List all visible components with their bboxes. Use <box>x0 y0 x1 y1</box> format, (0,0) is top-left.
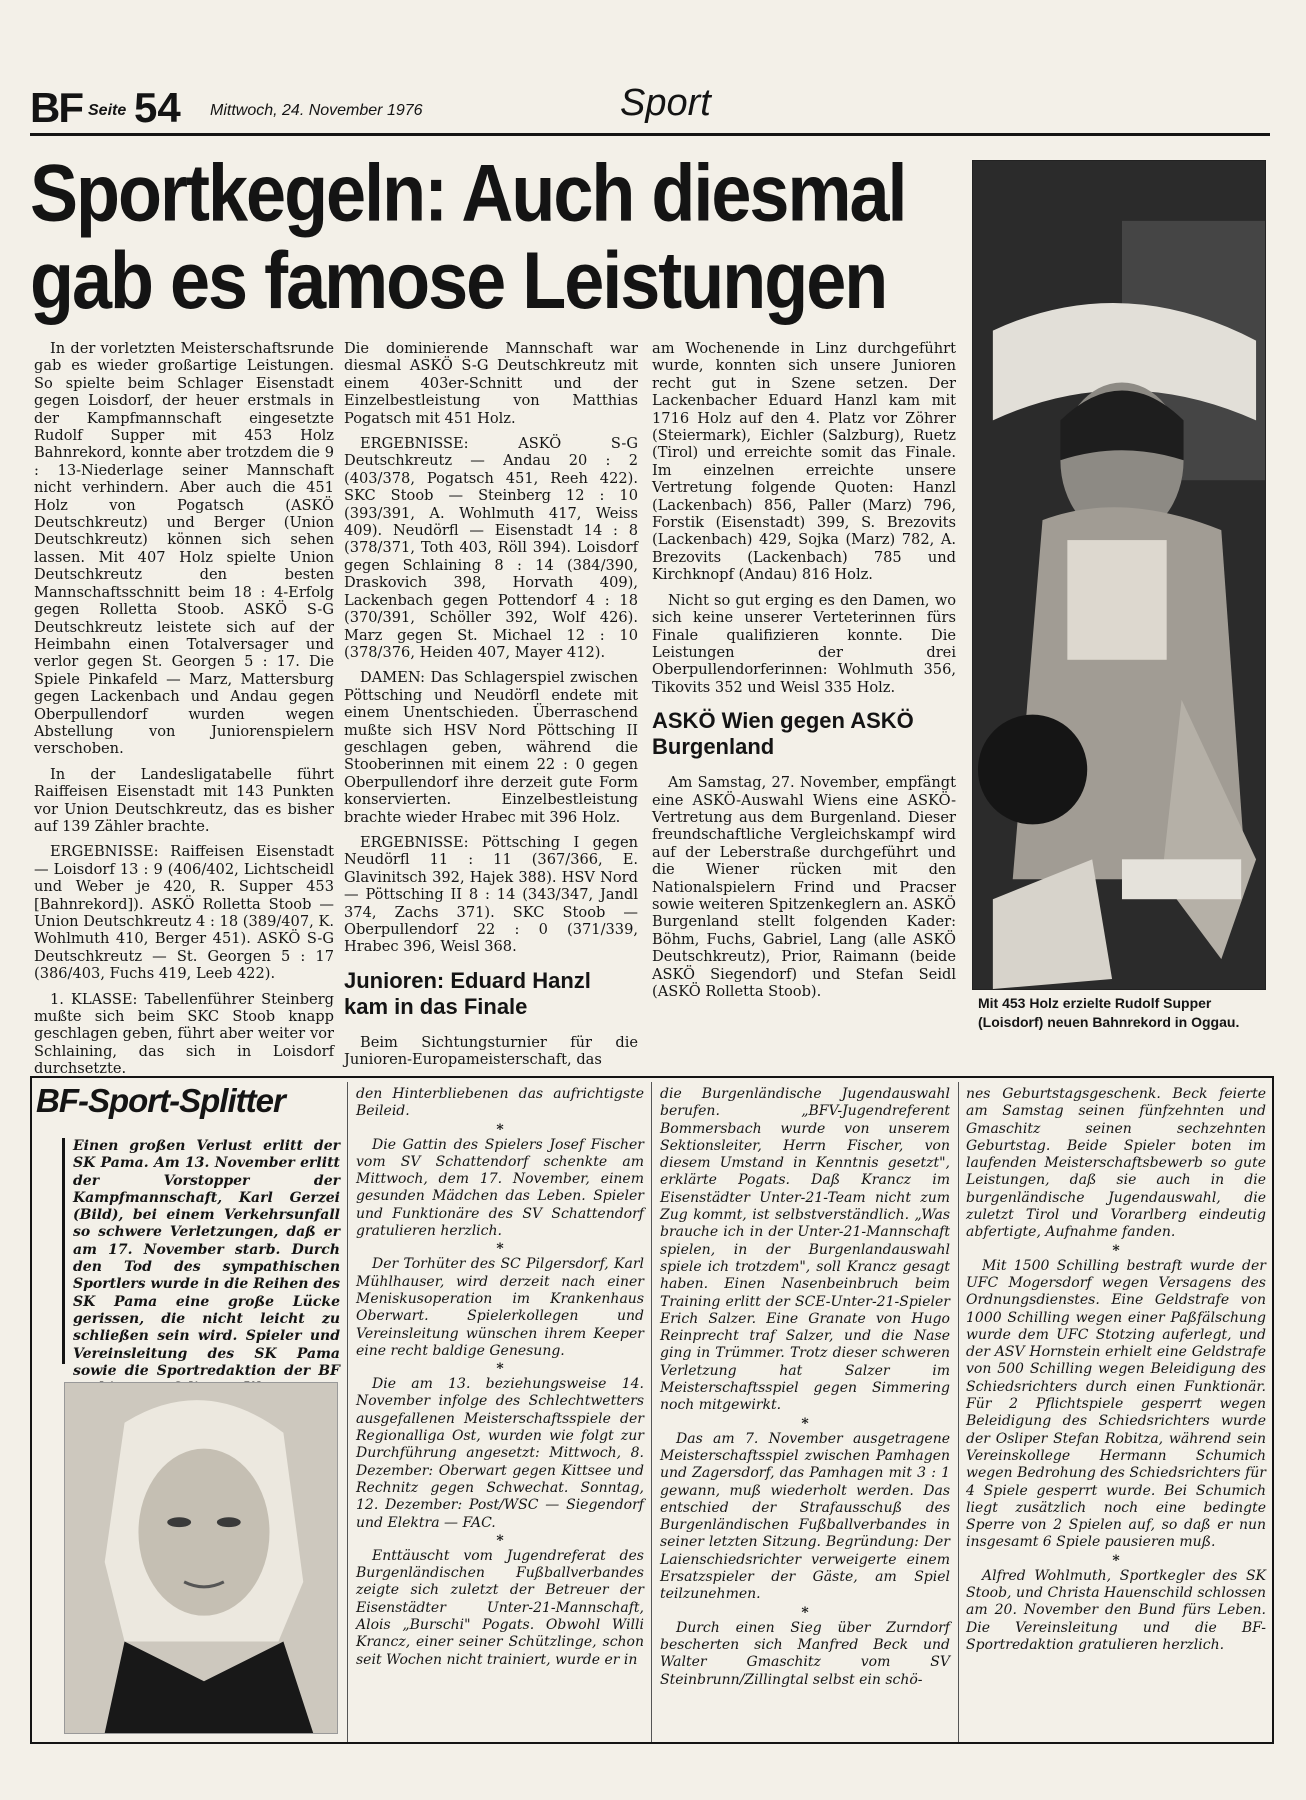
article-paragraph: Die dominierende Mannschaft war diesmal ASKÖ S-G Deutschkreutz mit einem 403er-Schnitt und der Einzelbestleistung von Matthias Pogatsch mit 451 Holz. <box>344 340 638 427</box>
article-paragraph: ERGEBNISSE: ASKÖ S-G Deutschkreutz — Andau 20 : 2 (403/378, Pogatsch 451, Reeh 422). SKC Stoob — Steinberg 12 : 10 (393/391, A. Wohlmuth 417, Weiss 409). Neudörfl — Eisenstadt 14 : 8 (378/371, Toth 403, Röll 394). Loisdorf gegen Schlaining 8 : 14 (384/390, Draskovich 398, Horvath 409), Lackenbach gegen Pottendorf 4 : 18 (370/391, Schöller 392, Wolf 426). Marz gegen St. Michael 12 : 10 (378/376, Heiden 407, Mayer 412). <box>344 435 638 661</box>
article-paragraph: In der vorletzten Meisterschaftsrunde gab es wieder großartige Leistungen. So spielte beim Schlager Eisenstadt gegen Loisdorf, der heuer erstmals in der Kampfmannschaft eingesetzte Rudolf Supper mit 453 Holz Bahnrekord, konnte aber trotzdem die 9 : 13-Niederlage seiner Mannschaft nicht verhindern. Aber auch die 451 Holz von Pogatsch (ASKÖ Deutschkreutz) und Berger (Union Deutschkreutz) können sich sehen lassen. Mit 407 Holz spielte Union Deutschkreutz den besten Mannschaftsschnitt beim 18 : 4-Erfolg gegen Rolletta Stoob. ASKÖ S-G Deutschkreutz leistete sich auf der Heimbahn einen Totalversager und verlor gegen St. Georgen 5 : 17. Die Spiele Pinkafeld — Marz, Mattersburg gegen Lackenbach und Andau gegen Oberpullendorf wurden wegen Abstellung von Juniorenspielern verschoben. <box>34 340 334 758</box>
portrait-photo-image <box>65 1383 337 1733</box>
item-separator: * <box>801 1415 809 1432</box>
item-separator: * <box>496 1241 504 1258</box>
splitter-item: die Burgenländische Jugendauswahl berufen. „BFV-Jugendreferent Bommersbach wurde von unserem Sektionsleiter, Herrn Fischer, von diesem Umstand in Kenntnis gesetzt", erklärte Pogats. Daß Krancz im Eisenstädter Unter-21-Team nicht zum Zug kommt, ist selbstverständlich. „Was brauche ich in der Unter-21-Mannschaft spielen, in der Burgenlandauswahl spiele ich trotzdem", soll Krancz gesagt haben. Einen Nasenbeinbruch beim Training erlitt der SCE-Unter-21-Spieler Erich Salzer. Eine Granate von Hugo Reinprecht traf Salzer, und die Nase ging in Trümmer. Trotz dieser schweren Verletzung hat Salzer im Meisterschaftsspiel gegen Simmering noch mitgewirkt. <box>660 1086 950 1414</box>
article-column-3 <box>652 340 956 1008</box>
item-separator: * <box>496 1532 504 1549</box>
splitter-item: Das am 7. November ausgetragene Meisterschaftsspiel zwischen Pamhagen und Zagersdorf, das Pamhagen mit 3 : 1 gewann, muß wiederholt werden. Das entschied der Strafausschuß des Burgenländischen Fußballverbandes in seiner letzten Sitzung. Begründung: Der Laienschiedsrichter verweigerte einem Ersatzspieler der Gäste, am Spiel teilzunehmen. <box>660 1430 950 1603</box>
subheadline-juniors: Junioren: Eduard Hanzl kam in das Finale <box>344 967 591 1019</box>
article-column-1 <box>34 340 334 1086</box>
subheadline-askoe: ASKÖ Wien gegen ASKÖ Burgenland <box>652 708 914 760</box>
splitter-item: Der Torhüter des SC Pilgersdorf, Karl Mühlhauser, wird derzeit nach einer Meniskusoperation im Krankenhaus Oberwart. Spielerkollegen und Vereinsleitung wünschen ihrem Keeper eine recht baldige Genesung. <box>356 1256 644 1359</box>
splitter-column-3 <box>660 1086 950 1691</box>
photo-caption: Mit 453 Holz erzielte Rudolf Supper (Loisdorf) neuen Bahnrekord in Oggau. <box>978 995 1240 1030</box>
photo-bowler <box>972 160 1266 990</box>
page-number: 54 <box>134 84 181 131</box>
item-separator: * <box>1112 1242 1120 1259</box>
column-rule <box>651 1082 652 1742</box>
item-separator: * <box>1112 1552 1120 1569</box>
article-paragraph: Nicht so gut erging es den Damen, wo sich keine unserer Verteterinnen fürs Finale qualifizieren konnte. Die Leistungen der drei Oberpullendorferinnen: Wohlmuth 356, Tikovits 352 und Weisl 335 Holz. <box>652 591 956 696</box>
splitter-item: Durch einen Sieg über Zurndorf bescherten sich Manfred Beck und Walter Gmaschitz vom SV Steinbrunn/Zillingtal selbst ein schö- <box>660 1619 950 1688</box>
masthead <box>30 80 1270 136</box>
splitter-item: Die am 13. beziehungsweise 14. November infolge des Schlechtwetters ausgefallenen Meisterschaftsspiele der Regionalliga Ost, wurden wie folgt zur Durchführung angesetzt: Mittwoch, 8. Dezember: Oberwart gegen Kittsee und Rechnitz gegen Schwechat. Sonntag, 12. Dezember: Post/WSC — Siegendorf und Elektra — FAC. <box>356 1376 644 1531</box>
article-paragraph: Beim Sichtungsturnier für die Junioren-Europameisterschaft, das <box>344 1033 638 1069</box>
column-rule <box>347 1082 348 1742</box>
bf-logo: BF <box>30 84 82 131</box>
section-title: Sport <box>620 82 711 124</box>
splitter-item: Die Gattin des Spielers Josef Fischer vom SV Schattendorf schenkte am Mittwoch, dem 17. November, einem gesunden Mädchen das Leben. Spieler und Funktionäre des SV Schattendorf gratulieren herzlich. <box>356 1136 644 1240</box>
column-rule <box>958 1082 959 1742</box>
splitter-item: Mit 1500 Schilling bestraft wurde der UFC Mogersdorf wegen Versagens des Ordnungsdienstes. Eine Geldstrafe von 1000 Schilling wegen einer Paßfälschung wurde dem UFC Stotzing auferlegt, und der ASV Hornstein erhielt eine Geldstrafe von 500 Schilling wegen Beleidigung des Schiedsrichters durch einen Funktionär. Für 2 Pflichtspiele gesperrt wegen Beleidigung des Schiedsrichters wurde der Osliper Stefan Robitza, während sein Vereinskollege Hermann Schumich wegen Bedrohung des Schiedsrichters für 4 Spiele gesperrt wurde. Bei Schumich liegt zusätzlich noch eine bedingte Sperre von 2 Spielen auf, so daß er nun insgesamt 6 Spiele pausieren muß. <box>966 1257 1266 1551</box>
article-paragraph: ERGEBNISSE: Pöttsching I gegen Neudörfl 11 : 11 (367/366, E. Glavinitsch 392, Hajek 388). HSV Nord — Pöttsching II 8 : 14 (343/347, Jandl 374, Zachs 371). SKC Stoob — Oberpullendorf 22 : 0 (371/339, Hrabec 396, Weisl 368. <box>344 833 638 956</box>
splitter-column-4 <box>966 1086 1266 1656</box>
article-column-2 <box>344 340 638 1077</box>
splitter-column-2 <box>356 1086 644 1671</box>
article-paragraph: ERGEBNISSE: Raiffeisen Eisenstadt — Loisdorf 13 : 9 (406/402, Lichtscheidl und Weber je 420, R. Supper 453 [Bahnrekord]). ASKÖ Rolletta Stoob — Union Deutschkreutz 4 : 18 (389/407, K. Wohlmuth 410, Berger 451). ASKÖ S-G Deutschkreutz — St. Georgen 5 : 17 (386/403, Fuchs 419, Leeb 422). <box>34 843 334 983</box>
splitter-item: Alfred Wohlmuth, Sportkegler des SK Stoob, und Christa Hauenschild schlossen am 20. November den Bund fürs Leben. Die Vereinsleitung und die BF-Sportredaktion gratulieren herzlich. <box>966 1567 1266 1653</box>
item-separator: * <box>496 1361 504 1378</box>
article-paragraph: DAMEN: Das Schlagerspiel zwischen Pöttsching und Neudörfl endete mit einem Unentschieden. Überraschend mußte sich HSV Nord Pöttsching II geschlagen geben, während die Stooberinnen mit einem 22 : 0 gegen Oberpullendorf ihre derzeit gute Form konservierten. Einzelbestleistung brachte wieder Hrabec mit 396 Holz. <box>344 669 638 826</box>
splitter-item: nes Geburtstagsgeschenk. Beck feierte am Samstag seinen fünfzehnten und Gmaschitz seinen sechzehnten Geburtstag. Beide Spieler boten im laufenden Meisterschaftsbewerb so gute Leistungen, daß sie auch in die burgenländische Jugendauswahl, die zuletzt Tirol und Vorarlberg eindeutig abfertigte, Aufnahme fanden. <box>966 1086 1266 1241</box>
splitter-item: den Hinterbliebenen das aufrichtigste Beileid. <box>356 1086 644 1120</box>
splitter-title: BF-Sport-Splitter <box>36 1082 285 1119</box>
splitter-lead-text: Einen großen Verlust erlitt der SK Pama. Am 13. November erlitt der Vorstopper der Kampfmannschaft, Karl Gerzei (Bild), bei einem Verkehrsunfall so schwere Verletzungen, daß er am 17. November starb. Durch den Tod des sympathischen Sportlers wurde in die Reihen des SK Pama eine große Lücke gerissen, die nicht leicht zu schließen sein wird. Spieler und Vereinsleitung des SK Pama sowie die Sportredaktion der BF <box>62 1138 340 1364</box>
item-separator: * <box>496 1121 504 1138</box>
item-separator: * <box>801 1604 809 1621</box>
issue-date: Mittwoch, 24. November 1976 <box>210 102 423 119</box>
splitter-item: Enttäuscht vom Jugendreferat des Burgenländischen Fußballverbandes zeigte sich zuletzt der Betreuer der Eisenstädter Unter-21-Mannschaft, Alois „Burschi" Pogats. Obwohl Willi Krancz, einer seiner Schützlinge, schon seit Wochen nicht trainiert, wurde er in <box>356 1547 644 1668</box>
article-paragraph: am Wochenende in Linz durchgeführt wurde, konnten sich unsere Junioren recht gut in Szene setzen. Der Lackenbacher Eduard Hanzl kam mit 1716 Holz auf den 4. Platz vor Zöhrer (Steiermark), Eichler (Salzburg), Ruetz (Tirol) und erreichte somit das Finale. Im einzelnen erreichte unsere Vertretung folgende Quoten: Hanzl (Lackenbach) 856, Paller (Marz) 796, Forstik (Eisenstadt) 399, S. Brezovits (Lackenbach) 429, Sojka (Marz) 782, A. Brezovits (Lackenbach) 785 und Kirchknopf (Andau) 816 Holz. <box>652 340 956 584</box>
photo-karl-gerzei <box>64 1382 338 1734</box>
article-paragraph: Am Samstag, 27. November, empfängt eine ASKÖ-Auswahl Wiens eine ASKÖ-Vertretung aus dem Burgenland. Dieser freundschaftliche Vergleichskampf wird auf der Leberstraße durchgeführt und die Wiener rücken mit den Nationalspielern Frind und Pracser sowie weiteren Spitzenkeglern an. ASKÖ Burgenland stellt folgenden Kader: Böhm, Fuchs, Gabriel, Lang (alle ASKÖ Deutschkreutz), Prior, Raimann (beide ASKÖ Siegendorf) und Stefan Seidl (ASKÖ Rolletta Stoob). <box>652 774 956 1000</box>
article-paragraph: 1. KLASSE: Tabellenführer Steinberg mußte sich beim SKC Stoob knapp geschlagen geben, führt aber weiter vor Schlaining, das sich in Loisdorf durchsetzte. <box>34 990 334 1078</box>
article-headline: Sportkegeln: Auch diesmal gab es famose Leistungen <box>30 148 906 326</box>
article-paragraph: In der Landesligatabelle führt Raiffeisen Eisenstadt mit 143 Punkten vor Union Deutschkreutz, das es bisher auf 139 Zähler brachte. <box>34 765 334 835</box>
page-label: Seite <box>88 102 127 119</box>
bowler-photo-image <box>973 161 1265 989</box>
